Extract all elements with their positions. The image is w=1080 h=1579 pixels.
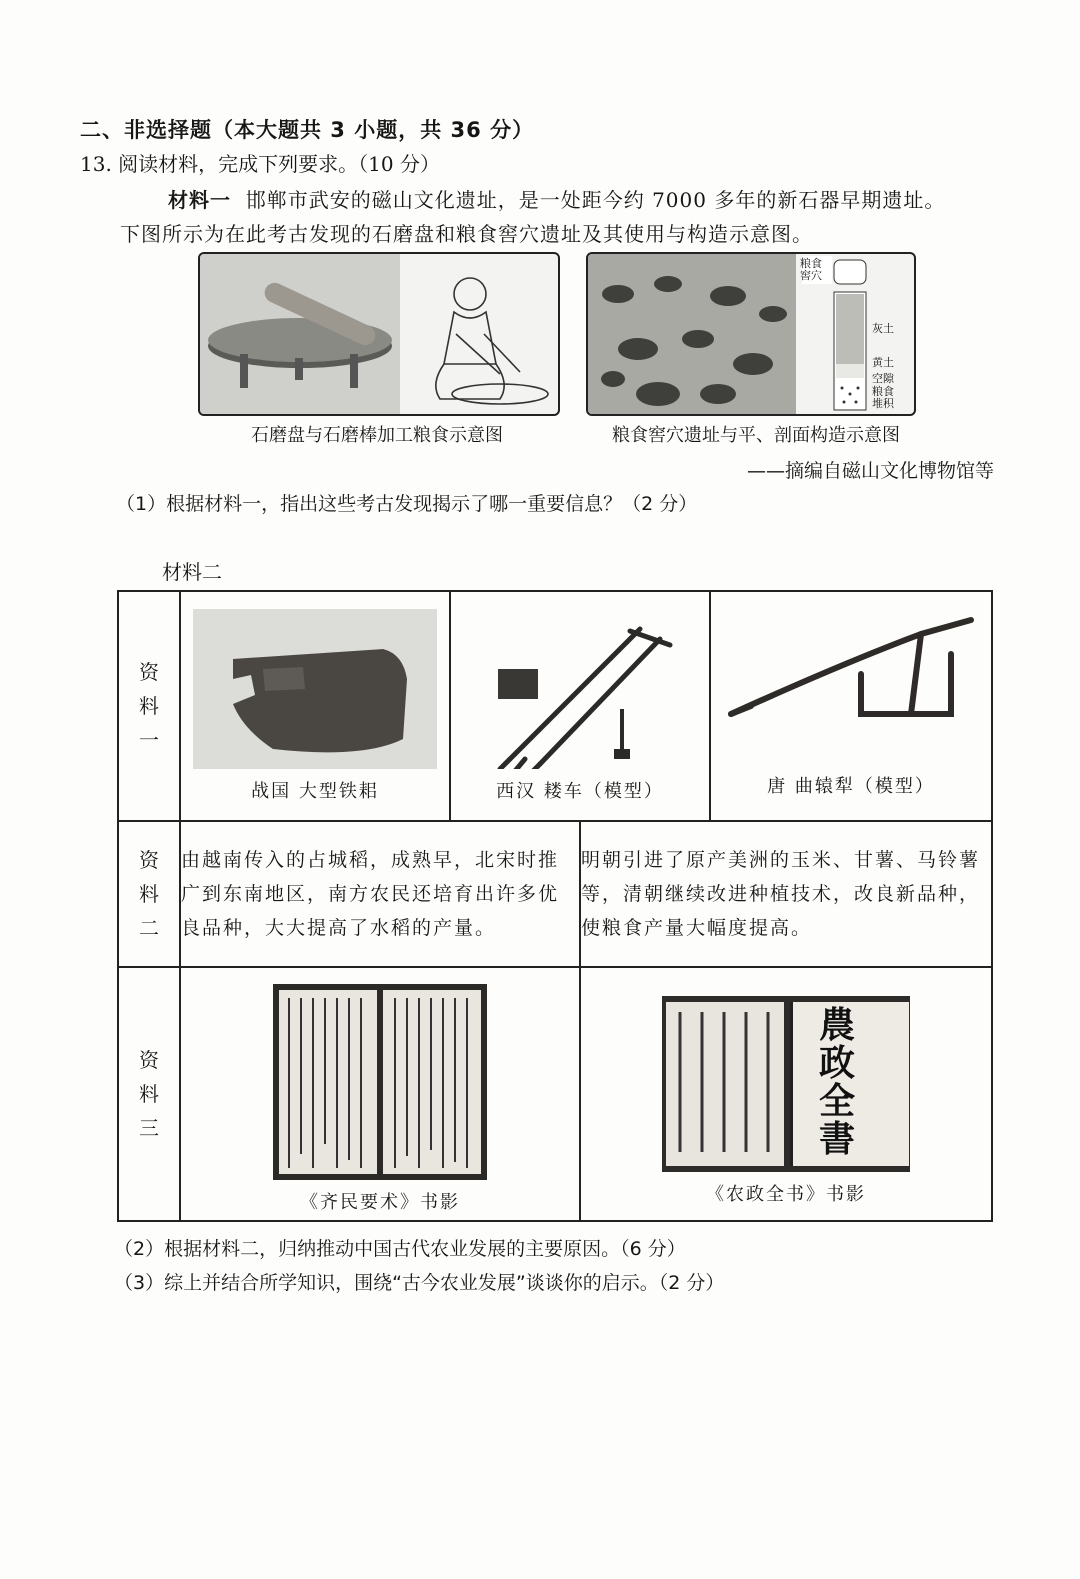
table-row [118,821,992,967]
figure-left-caption: 石磨盘与石磨棒加工粮食示意图 [251,425,503,446]
nongzhengquanshu-cell [580,967,992,1221]
item-caption: 《农政全书》书影 [706,1184,866,1205]
qiminyaoshu-cell [180,967,580,1221]
nongzhengquanshu-image [662,996,910,1172]
material2-table [117,590,993,1222]
row-label: 资 料 二 [118,821,180,967]
curved-plow-image [721,614,981,764]
figure-right-caption: 粮食窖穴遗址与平、剖面构造示意图 [612,425,900,446]
seed-drill-cell [450,591,710,821]
item-caption: 唐 曲辕犁（模型） [767,776,935,797]
grain-pit-illustration [588,254,914,414]
item-caption: 战国 大型铁耜 [251,781,379,802]
row-label: 资 料 一 [118,591,180,821]
curved-plow-cell [710,591,992,821]
layer-label: 粮食堆积 [872,385,894,410]
table-row [118,967,992,1221]
layer-label: 灰土 [872,322,894,335]
champa-rice-text: 由越南传入的占城稻，成熟早，北宋时推广到东南地区，南方农民还培育出许多优良品种，大大提高了水稻的产量。 [180,821,580,967]
row-label: 资 料 三 [118,967,180,1221]
book-title: 農 政 全 書 [818,1004,855,1160]
american-crops-text: 明朝引进了原产美洲的玉米、甘薯、马铃薯等，清朝继续改进种植技术，改良新品种，使粮食产量大幅度提高。 [580,821,992,967]
layer-label: 空隙 [872,372,894,385]
material1-source: ——摘编自磁山文化博物馆等 [746,460,994,482]
iron-spade-cell [180,591,450,821]
section-title: 二、非选择题（本大题共 3 小题，共 36 分） [80,118,535,142]
subquestion-3: （3）综上并结合所学知识，围绕“古今农业发展”谈谈你的启示。（2 分） [114,1272,725,1294]
table-row [118,591,992,821]
layer-label: 黄土 [872,356,894,369]
question-title: 13. 阅读材料，完成下列要求。（10 分） [80,152,440,176]
millstone-figure [198,252,560,416]
item-caption: 西汉 耧车（模型） [496,781,664,802]
material1-text-cont: 下图所示为在此考古发现的石磨盘和粮食窖穴遗址及其使用与构造示意图。 [120,222,813,246]
item-caption: 《齐民要术》书影 [300,1192,460,1213]
subquestion-2: （2）根据材料二，归纳推动中国古代农业发展的主要原因。（6 分） [114,1238,686,1260]
material1-text: 材料一 邯郸市武安的磁山文化遗址，是一处距今约 7000 多年的新石器早期遗址。 [168,188,946,212]
pit-label: 粮食窖穴 [800,257,822,282]
material1-label: 材料一 [168,188,231,212]
iron-spade-image [193,609,437,769]
seed-drill-image [470,609,690,769]
millstone-illustration [200,254,558,414]
subquestion-1: （1）根据材料一，指出这些考古发现揭示了哪一重要信息？（2 分） [116,493,698,515]
qiminyaoshu-image [273,984,487,1180]
grain-pit-figure [586,252,916,416]
material2-label: 材料二 [162,560,222,584]
